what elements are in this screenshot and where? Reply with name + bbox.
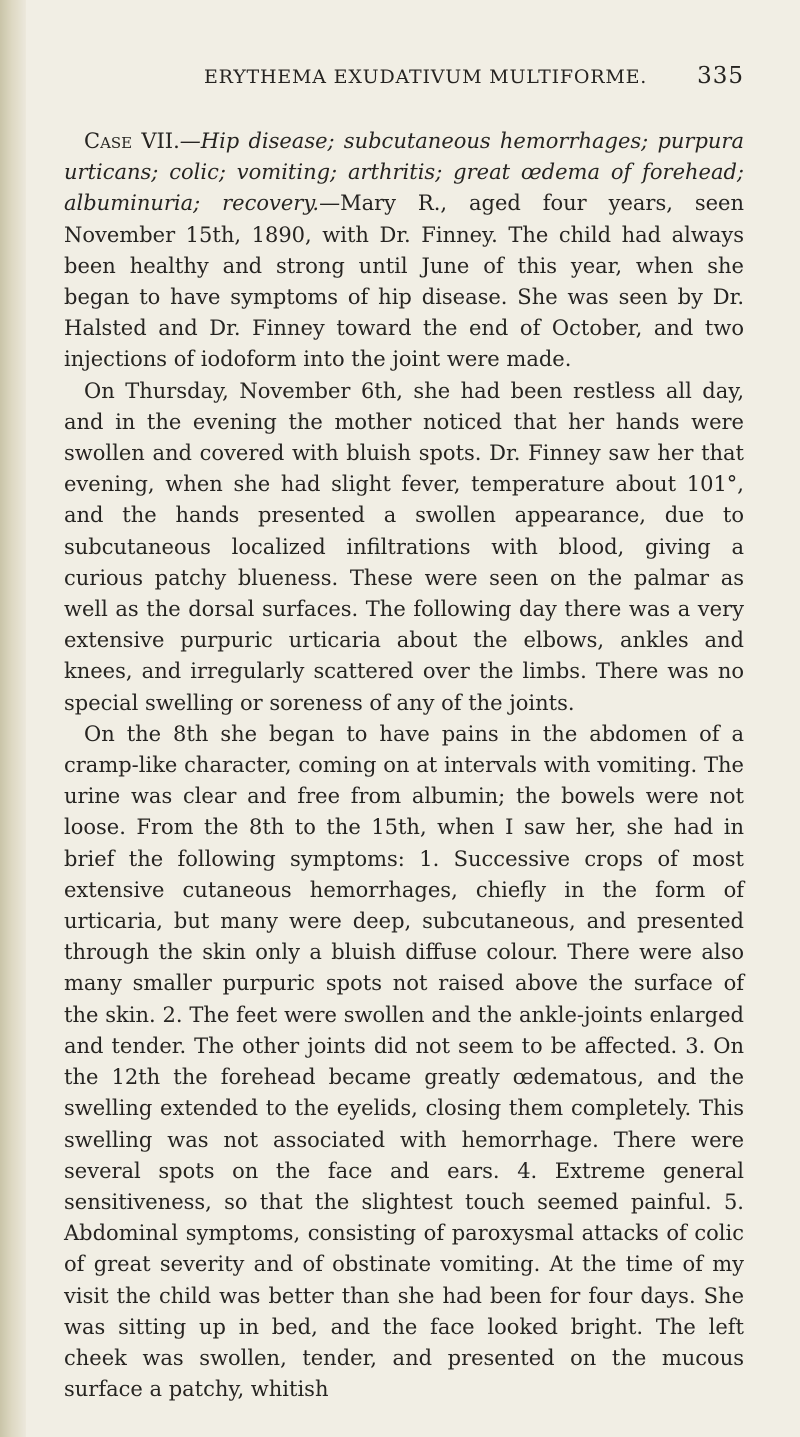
case-intro-text: —Mary R., aged four years, seen November 15th, 1890, with Dr. Finney. The child had always been healthy and strong until June of this year, when she began to have symptoms of hip disease. She was seen by Dr. Halsted and Dr. Finney toward the end of October, and two injections of iodoform into the joint were made. <box>64 191 744 372</box>
case-label: Case VII. <box>84 129 180 153</box>
paragraph-symptoms: On the 8th she began to have pains in the abdomen of a cramp-like character, coming on at intervals with vomiting. The urine was clear and free from albumin; the bowels were not loose. From the 8th to the 15th, when I saw her, she had in brief the following symptoms: 1. Successive crops of most extensive cutaneous hemorrhages, chiefly in the form of urticaria, but many were deep, subcutaneous, and presented through the skin only a bluish diffuse colour. There were also many smaller purpuric spots not raised above the surface of the skin. 2. The feet were swollen and the ankle-joints enlarged and tender. The other joints did not seem to be affected. 3. On the 12th the forehead became greatly œdematous, and the swelling extended to the eyelids, closing them completely. This swelling was not associated with hemorrhage. There were several spots on the face and ears. 4. Extreme general sensitiveness, so that the slightest touch seemed painful. 5. Abdominal symptoms, consisting of paroxysmal attacks of colic of great severity and of obstinate vomiting. At the time of my visit the child was better than she had been for four days. She was sitting up in bed, and the face looked bright. The left cheek was swollen, tender, and presented on the mucous surface a patchy, whitish <box>64 721 744 1402</box>
book-page <box>64 63 744 1405</box>
body-text <box>64 126 744 1405</box>
running-title: ERYTHEMA EXUDATIVUM MULTIFORME. <box>204 66 648 88</box>
page-gutter-shadow <box>0 0 26 1437</box>
paragraph-onset: On Thursday, November 6th, she had been restless all day, and in the evening the mother noticed that her hands were swollen and covered with bluish spots. Dr. Finney saw her that evening, when she had slight fever, temperature about 101°, and the hands presented a swollen appearance, due to subcutaneous localized infiltrations with blood, giving a curious patchy blueness. These were seen on the palmar as well as the dorsal surfaces. The following day there was a very extensive purpuric urticaria about the elbows, ankles and knees, and irregularly scattered over the limbs. There was no special swelling or soreness of any of the joints. <box>64 378 744 715</box>
running-header <box>64 63 744 106</box>
case-paragraph <box>64 126 744 376</box>
page-number: 335 <box>697 63 744 89</box>
case-heading: —Hip disease; subcutaneous hemorrhages; purpura urticans; colic; vomiting; arthritis; great œdema of forehead; albuminuria; recovery. <box>64 129 744 216</box>
